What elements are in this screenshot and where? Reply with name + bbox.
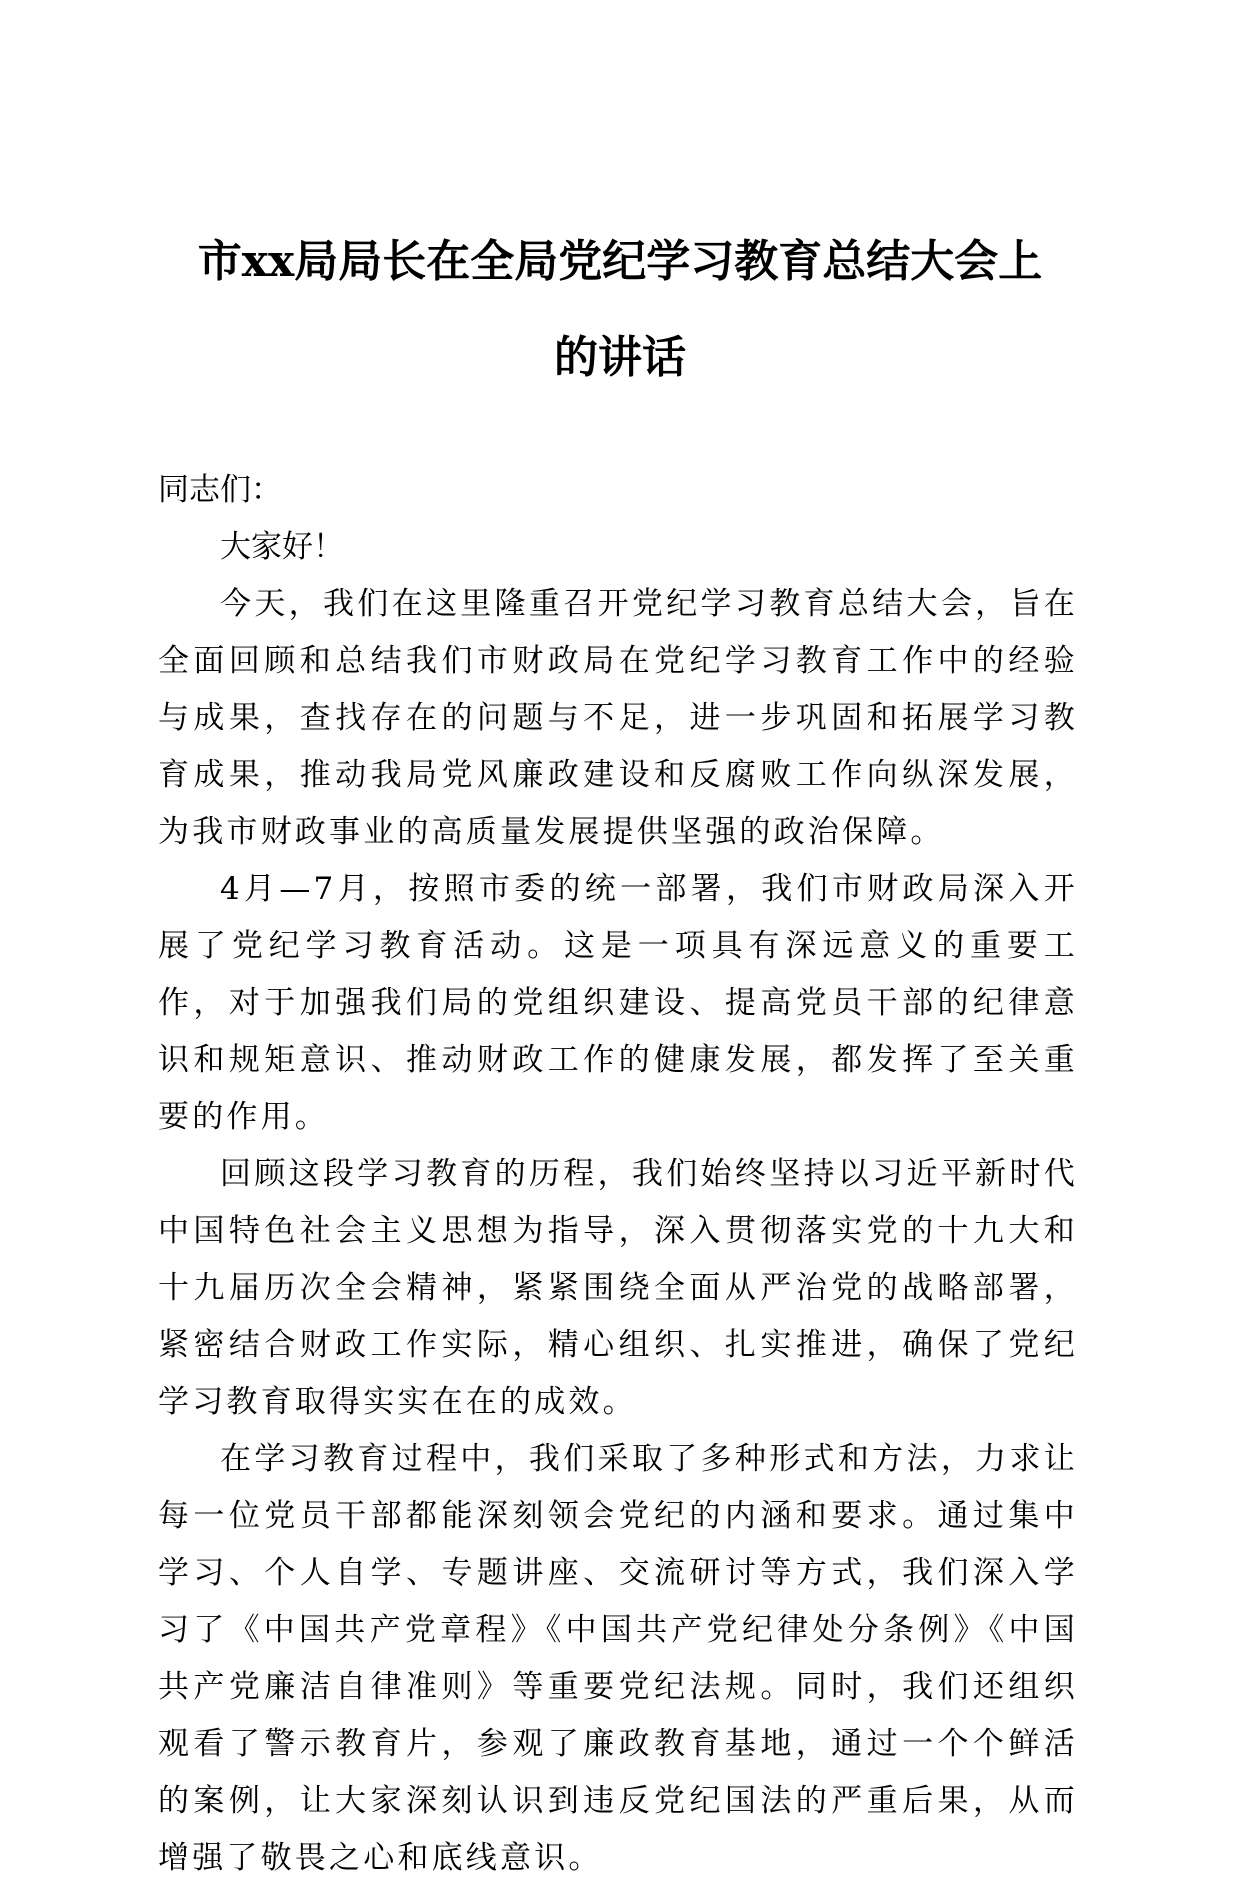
paragraph-3: 回顾这段学习教育的历程，我们始终坚持以习近平新时代中国特色社会主义思想为指导，深入贯彻落实党的十九大和十九届历次全会精神，紧紧围绕全面从严治党的战略部署，紧密结合财政工作实际，精心组织、扎实推进，确保了党纪学习教育取得实实在在的成效。 [158, 1156, 1078, 1420]
speech-body [158, 462, 1078, 1887]
paragraph-4: 在学习教育过程中，我们采取了多种形式和方法，力求让每一位党员干部都能深刻领会党纪的内涵和要求。通过集中学习、个人自学、专题讲座、交流研讨等方式，我们深入学习了《中国共产党章程》《中国共产党纪律处分条例》《中国共产党廉洁自律准则》等重要党纪法规。同时，我们还组织观看了警示教育片，参观了廉政教育基地，通过一个个鲜活的案例，让大家深刻认识到违反党纪国法的严重后果，从而增强了敬畏之心和底线意识。 [158, 1441, 1078, 1876]
salutation: 同志们： [158, 472, 282, 508]
title-line-1: 市xx局局长在全局党纪学习教育总结大会上 [197, 236, 1043, 287]
paragraph-2: 4月—7月，按照市委的统一部署，我们市财政局深入开展了党纪学习教育活动。这是一项具有深远意义的重要工作，对于加强我们局的党组织建设、提高党员干部的纪律意识和规矩意识、推动财政工作的健康发展，都发挥了至关重要的作用。 [158, 871, 1078, 1135]
title-line-2: 的讲话 [554, 332, 686, 383]
greeting: 大家好！ [220, 529, 344, 565]
paragraph-1: 今天，我们在这里隆重召开党纪学习教育总结大会，旨在全面回顾和总结我们市财政局在党纪学习教育工作中的经验与成果，查找存在的问题与不足，进一步巩固和拓展学习教育成果，推动我局党风廉政建设和反腐败工作向纵深发展，为我市财政事业的高质量发展提供坚强的政治保障。 [158, 586, 1078, 850]
document-title [160, 214, 1080, 406]
